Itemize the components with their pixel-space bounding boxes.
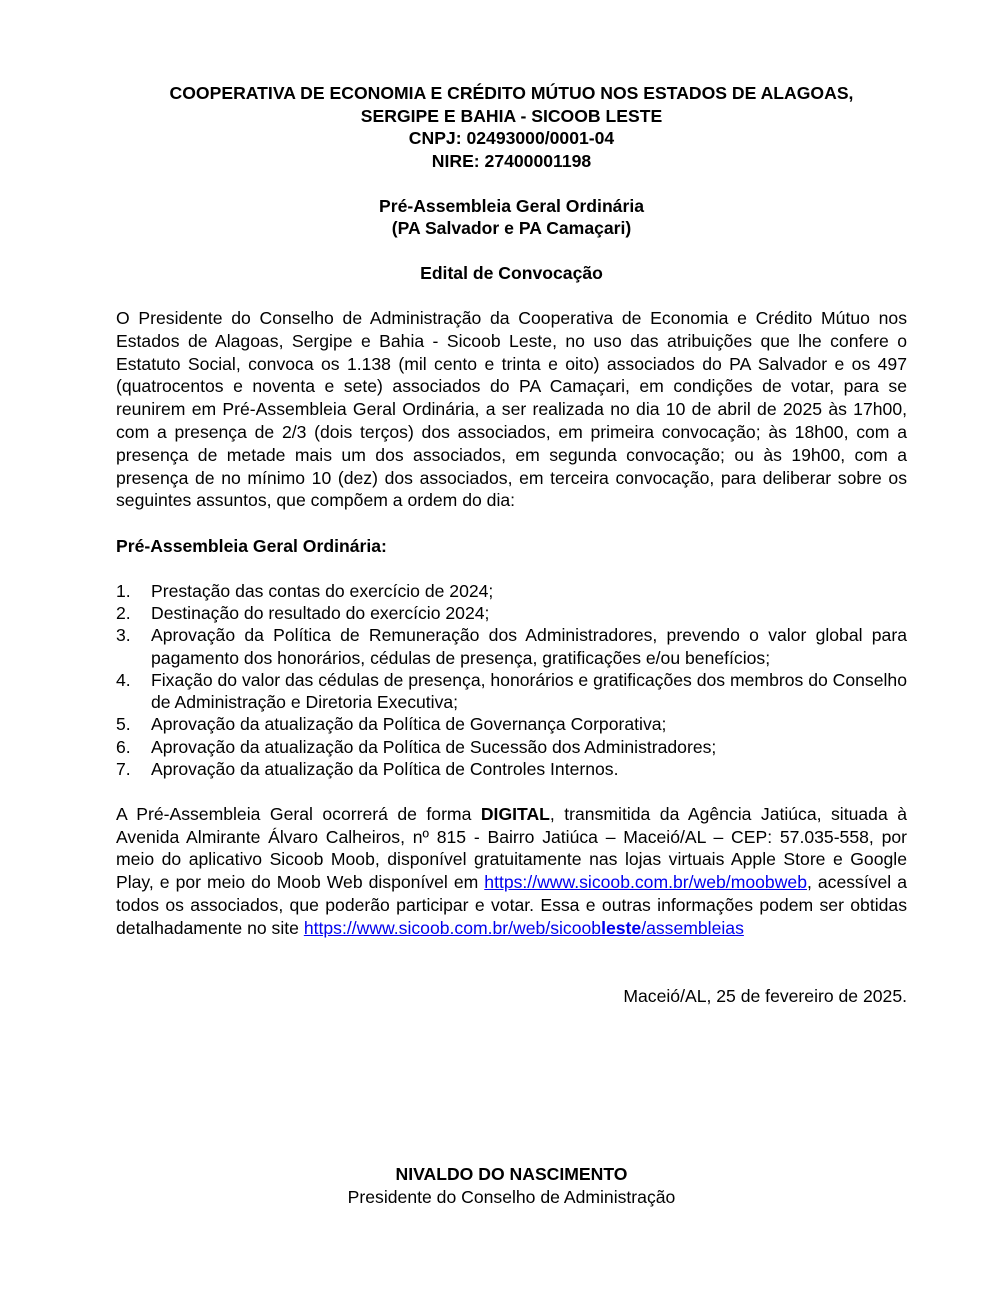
agenda-item-text: Fixação do valor das cédulas de presença, honorários e gratificações dos membros do Conselho de Administração e Diretoria Executiva;	[151, 669, 907, 713]
org-name-line1: COOPERATIVA DE ECONOMIA E CRÉDITO MÚTUO NOS ESTADOS DE ALAGOAS,	[169, 83, 854, 103]
agenda-item-number: 1.	[116, 580, 131, 601]
agenda-item-text: Prestação das contas do exercício de 2024;	[151, 580, 494, 601]
agenda-item	[116, 758, 907, 780]
notice-title: Edital de Convocação	[420, 263, 603, 283]
place-date: Maceió/AL, 25 de fevereiro de 2025.	[623, 985, 907, 1006]
paragraph-text: , acessível a todos os associados, que poderão participar e votar. Essa e outras informações podem ser obtidas detalhadamente no site	[116, 872, 907, 938]
link-text: https://www.sicoob.com.br/web/sicoob	[303, 917, 602, 938]
agenda-item-number: 2.	[116, 602, 131, 623]
intro-paragraph: O Presidente do Conselho de Administração da Cooperativa de Economia e Crédito Mútuo nos Estados de Alagoas, Sergipe e Bahia - Sicoob Leste, no uso das atribuições que lhe confere o Estatuto Social, convoca os 1.138 (mil cento e trinta e oito) associados do PA Salvador e os 497 (quatrocentos e noventa e sete) associados do PA Camaçari, em condições de votar, para se reunirem em Pré-Assembleia Geral Ordinária, a ser realizada no dia 10 de abril de 2025 às 17h00, com a presença de 2/3 (dois terços) dos associados, em primeira convocação; às 18h00, com a presença de metade mais um dos associados, em segunda convocação; ou às 19h00, com a presença de no mínimo 10 (dez) dos associados, em terceira convocação, para deliberar sobre os seguintes assuntos, que compõem a ordem do dia:	[116, 308, 907, 511]
agenda-item-number: 5.	[116, 714, 131, 735]
digital-meeting-paragraph	[116, 803, 907, 940]
meeting-title: Pré-Assembleia Geral Ordinária	[378, 195, 644, 216]
signatory-role: Presidente do Conselho de Administração	[347, 1186, 676, 1207]
nire: NIRE: 27400001198	[431, 150, 592, 171]
agenda-item-text: Destinação do resultado do exercício 2024;	[151, 602, 490, 623]
org-name-line2: SERGIPE E BAHIA - SICOOB LESTE	[360, 105, 663, 126]
document-page	[116, 82, 907, 1007]
agenda-item	[116, 624, 907, 669]
link-text: /assembleias	[641, 917, 744, 938]
agenda-item	[116, 669, 907, 714]
agenda-item-number: 4.	[116, 669, 131, 690]
agenda-title: Pré-Assembleia Geral Ordinária:	[116, 535, 387, 556]
agenda-item-number: 6.	[116, 736, 131, 757]
agenda-item	[116, 602, 907, 624]
agenda-item-text: Aprovação da atualização da Política de Governança Corporativa;	[151, 714, 667, 735]
link-text-bold: leste	[601, 917, 642, 938]
agenda-item-number: 7.	[116, 759, 131, 780]
cnpj: CNPJ: 02493000/0001-04	[408, 128, 615, 148]
digital-emphasis: DIGITAL	[480, 803, 550, 824]
paragraph-text: A Pré-Assembleia Geral ocorrerá de forma	[116, 803, 481, 824]
agenda-item	[116, 713, 907, 735]
agenda-item	[116, 736, 907, 758]
signatory-name: NIVALDO DO NASCIMENTO	[395, 1164, 628, 1184]
paragraph-text: , transmitida da Agência Jatiúca, situada à Avenida Almirante Álvaro Calheiros, nº 815 - Bairro Jatiúca – Maceió/AL – CEP: 57.035-558, por meio do aplicativo Sicoob Moob, disponível gratuitamente nas lojas virtuais Apple Store e Google Play, e por meio do Moob Web disponível em	[116, 803, 907, 893]
agenda-item-number: 3.	[116, 625, 131, 646]
moobweb-link[interactable]: https://www.sicoob.com.br/web/moobweb	[484, 872, 807, 893]
agenda-item-text: Aprovação da atualização da Política de Sucessão dos Administradores;	[151, 736, 717, 757]
meeting-subtitle: (PA Salvador e PA Camaçari)	[391, 218, 632, 238]
meeting-heading	[116, 195, 907, 240]
agenda-item-text: Aprovação da Política de Remuneração dos Administradores, prevendo o valor global para pagamento dos honorários, cédulas de presença, gratificações e/ou benefícios;	[151, 625, 907, 668]
agenda-item	[116, 580, 907, 602]
signature-block	[116, 1163, 907, 1208]
agenda-list	[116, 580, 907, 781]
document-header	[116, 82, 907, 172]
agenda-item-text: Aprovação da atualização da Política de Controles Internos.	[151, 759, 619, 780]
assembleias-link[interactable]	[304, 918, 744, 938]
